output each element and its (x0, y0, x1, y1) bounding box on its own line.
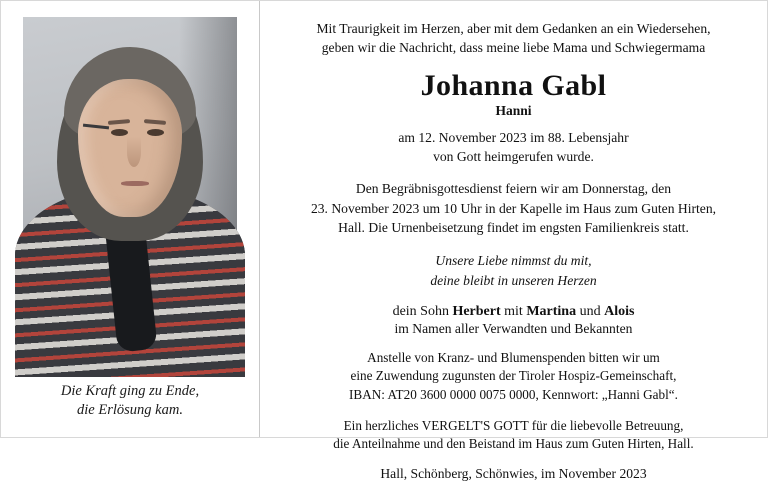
thanks-text (278, 417, 749, 454)
donation-request (278, 349, 749, 405)
family-survivors (278, 304, 749, 320)
photo-mouth (121, 181, 149, 186)
intro-line-2: geben wir die Nachricht, dass meine liebe Mama und Schwiegermama (321, 40, 706, 56)
thanks-line-1: Ein herzliches VERGELT'S GOTT für die liebevolle Betreuung, (343, 417, 684, 433)
memorial-verse (278, 251, 749, 290)
verse-line-1: Unsere Liebe nimmst du mit, (435, 253, 592, 269)
deceased-nickname: Hanni (495, 102, 532, 118)
photo-nose (127, 137, 141, 167)
service-line-1: Den Begräbnisgottesdienst feiern wir am Donnerstag, den (355, 181, 672, 196)
place-and-date: Hall, Schönberg, Schönwies, im November 2023 (380, 466, 647, 482)
photo-eye-right (147, 129, 164, 136)
family-name-3: Alois (604, 303, 635, 319)
verse-line-2: deine bleibt in unseren Herzen (430, 272, 597, 288)
deceased-name: Johanna Gabl (420, 68, 607, 102)
portrait-photo-of-deceased (23, 17, 237, 367)
family-and: und (576, 303, 605, 319)
service-line-3: Hall. Die Urnenbeisetzung findet im engsten Familienkreis statt. (338, 220, 689, 236)
family-prefix: dein Sohn (392, 303, 453, 319)
family-name-1: Herbert (452, 303, 501, 319)
photo-column (1, 1, 259, 437)
death-date-line-2: von Gott heimgerufen wurde. (433, 149, 594, 165)
death-date-line-1: am 12. November 2023 im 88. Lebensjahr (398, 129, 629, 145)
photo-caption (61, 382, 199, 427)
photo-eye-left (111, 129, 128, 136)
thanks-line-2: die Anteilnahme und den Beistand im Haus zum Guten Hirten, Hall. (333, 436, 694, 452)
family-name-2: Martina (526, 303, 577, 319)
intro-text (278, 19, 749, 58)
photo-caption-line-1: Die Kraft ging zu Ende, (60, 382, 200, 399)
photo-caption-line-2: die Erlösung kam. (77, 402, 183, 419)
donation-line-1: Anstelle von Kranz- und Blumenspenden bitten wir um (367, 349, 660, 365)
donation-line-3: IBAN: AT20 3600 0000 0075 0000, Kennwort: „Hanni Gabl“. (349, 386, 678, 402)
family-mid: mit (500, 303, 527, 319)
donation-line-2: eine Zuwendung zugunsten der Tiroler Hospiz-Gemeinschaft, (350, 368, 677, 384)
text-column (260, 1, 767, 482)
service-line-2: 23. November 2023 um 10 Uhr in der Kapelle im Haus zum Guten Hirten, (310, 200, 717, 216)
family-relatives-line: im Namen aller Verwandten und Bekannten (394, 320, 633, 336)
funeral-service-text (278, 179, 749, 238)
intro-line-1: Mit Traurigkeit im Herzen, aber mit dem Gedanken an ein Wiedersehen, (316, 21, 711, 36)
death-date-text (278, 128, 749, 167)
